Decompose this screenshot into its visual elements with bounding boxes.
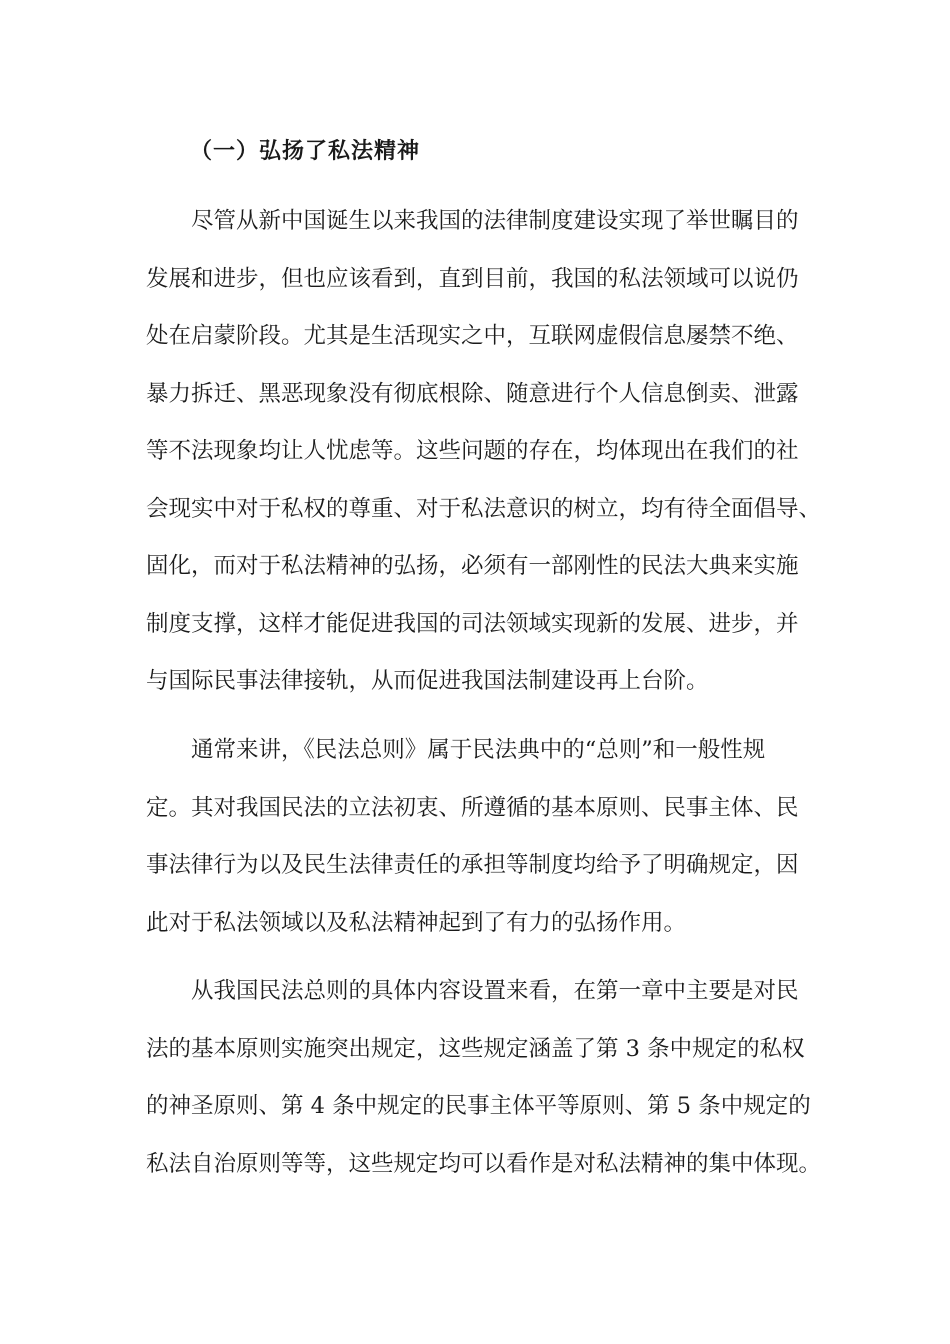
text-line: 与国际民事法律接轨，从而促进我国法制建设再上台阶。 bbox=[146, 668, 709, 694]
paragraph-general-provisions bbox=[146, 722, 806, 952]
text-line: 定。其对我国民法的立法初衷、所遵循的基本原则、民事主体、民 bbox=[146, 794, 799, 821]
text-line: 通常来讲，《民法总则》属于民法典中的“总则”和一般性规 bbox=[191, 737, 766, 763]
text-line: 发展和进步，但也应该看到，直到目前，我国的私法领域可以说仍 bbox=[146, 265, 799, 292]
text-line: 的神圣原则、第 4 条中规定的民事主体平等原则、第 5 条中规定的 bbox=[146, 1093, 811, 1119]
paragraph-private-law-enlightenment bbox=[146, 193, 822, 711]
text-line: 会现实中对于私权的尊重、对于私法意识的树立，均有待全面倡导、 bbox=[146, 495, 822, 522]
section-heading: （一）弘扬了私法精神 bbox=[190, 139, 421, 164]
paragraph-basic-principles bbox=[146, 963, 822, 1193]
text-line: 等不法现象均让人忧虑等。这些问题的存在，均体现出在我们的社 bbox=[146, 438, 799, 464]
text-line: 尽管从新中国诞生以来我国的法律制度建设实现了举世瞩目的 bbox=[191, 208, 799, 234]
text-line: 暴力拆迁、黑恶现象没有彻底根除、随意进行个人信息倒卖、泄露 bbox=[146, 380, 799, 407]
text-line: 法的基本原则实施突出规定，这些规定涵盖了第 3 条中规定的私权 bbox=[146, 1035, 805, 1062]
text-line: 私法自治原则等等，这些规定均可以看作是对私法精神的集中体现。 bbox=[146, 1150, 822, 1177]
text-line: 从我国民法总则的具体内容设置来看，在第一章中主要是对民 bbox=[191, 978, 799, 1004]
text-line: 此对于私法领域以及私法精神起到了有力的弘扬作用。 bbox=[146, 909, 687, 936]
text-line: 处在启蒙阶段。尤其是生活现实之中，互联网虚假信息屡禁不绝、 bbox=[146, 323, 799, 349]
text-line: 固化，而对于私法精神的弘扬，必须有一部刚性的民法大典来实施 bbox=[146, 553, 799, 579]
text-line: 制度支撑，这样才能促进我国的司法领域实现新的发展、进步，并 bbox=[146, 610, 799, 637]
text-line: 事法律行为以及民生法律责任的承担等制度均给予了明确规定，因 bbox=[146, 852, 799, 878]
